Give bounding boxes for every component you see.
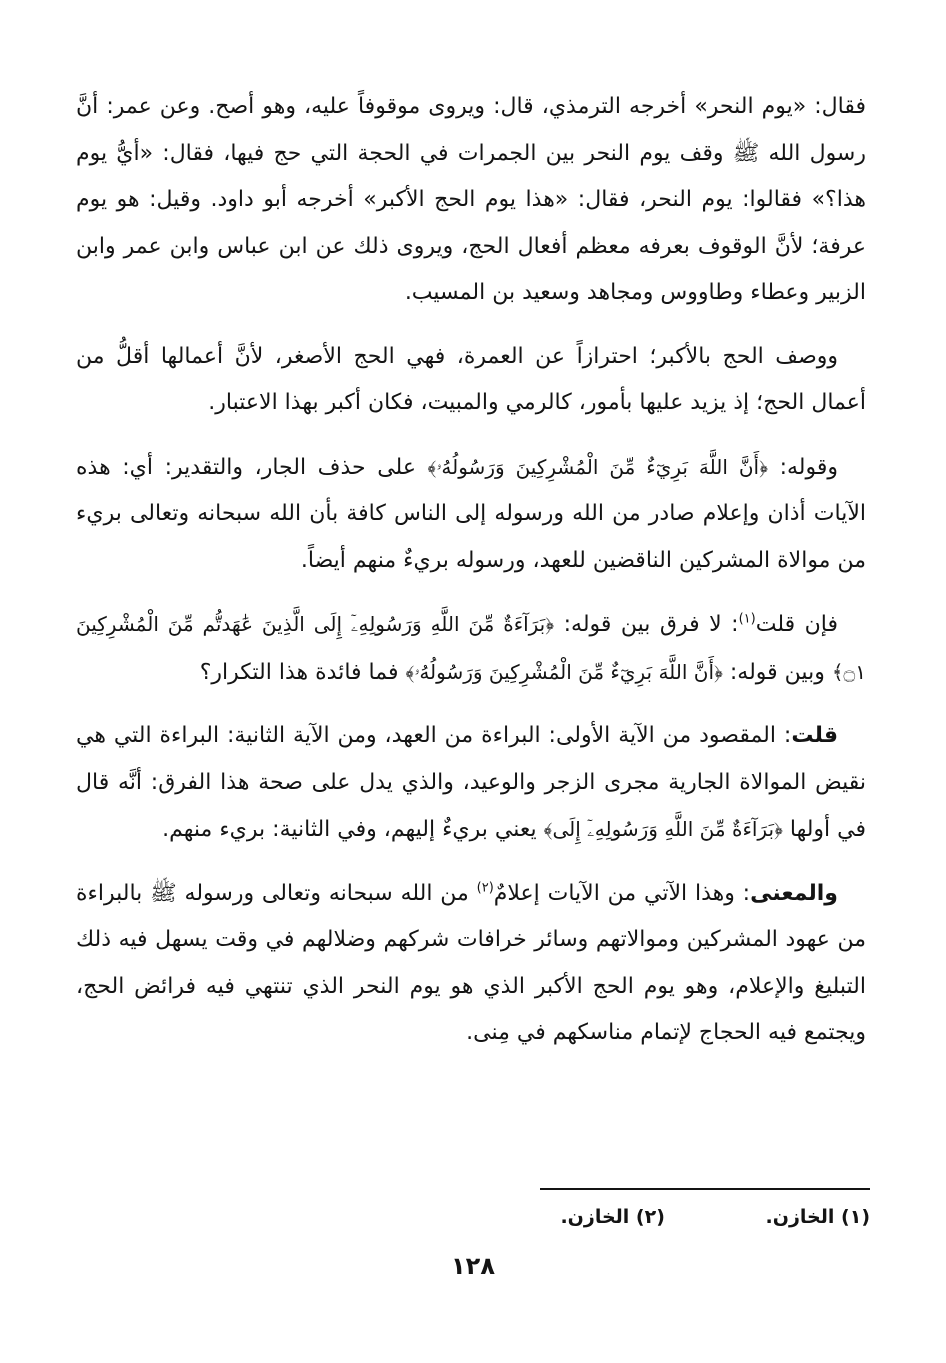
paragraph-4-intro: فإن قلت (755, 612, 838, 637)
paragraph-6-lead-word: والمعنى (750, 880, 838, 906)
paragraph-5-lead-word: قلت (791, 723, 838, 748)
paragraph-4-part-3: وبين قوله: (722, 659, 832, 685)
quran-verse: ﴿بَرَآءَةٌ مِّنَ اللَّهِ وَرَسُولِهِۦٓ إِلَى الَّذِينَ عَٰهَدتُّم مِّنَ الْمُشْرِكِينَ ۝١﴾ (76, 612, 866, 684)
footnote-ref-2: (٢) (476, 880, 494, 896)
quran-verse: ﴿بَرَآءَةٌ مِّنَ اللَّهِ وَرَسُولِهِۦٓ إِلَى﴾ (543, 817, 783, 841)
paragraph-3-body: على حذف الجار، والتقدير: أي: هذه الآيات أذان وإعلام صادر من الله ورسوله إلى الناس كافة بأن الله سبحانه وتعالى بريء من موالاة المشركين الناقضين للعهد، ورسوله بريءٌ منهم أيضاً. (76, 454, 866, 573)
paragraph-3-intro: وقوله: (767, 454, 838, 480)
paragraph-2: ووصف الحج بالأكبر؛ احترازاً عن العمرة، فهي الحج الأصغر، لأنَّ أعمالها أقلُّ من أعمال الحج؛ إذ يزيد عليها بأمور، كالرمي والمبيت، فكان أكبر بهذا الاعتبار. (76, 343, 866, 415)
paragraph-1: فقال: «يوم النحر» أخرجه الترمذي، قال: ويروى موقوفاً عليه، وهو أصح. وعن عمر: أنَّ رسول الله ﷺ وقف يوم النحر بين الجمرات في الحجة التي حج فيها، فقال: «أيُّ يوم هذا؟» فقالوا: يوم النحر، فقال: «هذا يوم الحج الأكبر» أخرجه أبو داود. وقيل: هو يوم عرفة؛ لأنَّ الوقوف بعرفه معظم أفعال الحج، ويروى ذلك عن ابن عباس وابن عمر وابن الزبير وعطاء وطاووس ومجاهد وسعيد بن المسيب. (76, 94, 866, 305)
paragraph-6 (76, 871, 866, 1057)
footnote-ref-1: (١) (738, 611, 756, 627)
paragraph-6-part-1: : وهذا الآتي من الآيات إعلامٌ (493, 880, 751, 906)
paragraph-4 (76, 601, 866, 696)
paragraph-5 (76, 713, 866, 854)
paragraph-3 (76, 444, 866, 585)
paragraph-4-part-4: فما فائدة هذا التكرار؟ (199, 659, 406, 685)
quran-verse: ﴿أَنَّ اللَّهَ بَرِيٓءٌ مِّنَ الْمُشْرِكِينَ وَرَسُولُهُۥ﴾ (427, 454, 768, 479)
quran-verse: ﴿أَنَّ اللَّهَ بَرِيٓءٌ مِّنَ الْمُشْرِكِينَ وَرَسُولُهُۥ﴾ (405, 659, 723, 684)
footnote-separator (540, 1188, 870, 1190)
paragraph-4-part-2: : لا فرق بين قوله: (554, 612, 739, 637)
paragraph-5-part-2: يعني بريءٌ إليهم، وفي الثانية: بريء منهم. (162, 817, 544, 842)
paragraph-6-part-2: من الله سبحانه وتعالى ورسوله ﷺ بالبراءة من عهود المشركين وموالاتهم وسائر خرافات شركهم وضلالهم في وقت يسهل فيه ذلك التبليغ والإعلام، وهو يوم الحج الأكبر الذي هو يوم النحر الذي تنتهي فيه فرائض الحج، ويجتمع فيه الحجاج لإتمام مناسكهم في مِنى. (76, 880, 866, 1045)
footnote-2: (٢) الخازن. (560, 1206, 665, 1228)
footnote-1: (١) الخازن. (765, 1206, 870, 1228)
footnotes (80, 1202, 870, 1232)
page-number: ١٢٨ (451, 1252, 495, 1280)
paragraph-5-part-1: : المقصود من الآية الأولى: البراءة من العهد، ومن الآية الثانية: البراءة التي هي نقيض الموالاة الجارية مجرى الزجر والوعيد، والذي يدل على صحة هذا الفرق: أنَّه قال في أولها (76, 723, 866, 842)
main-text (76, 84, 866, 1074)
